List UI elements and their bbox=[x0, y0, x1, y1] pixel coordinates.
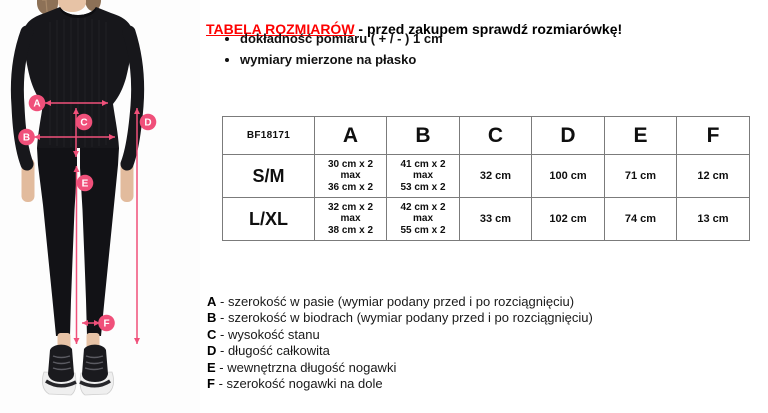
marker-c-label: C bbox=[80, 117, 88, 129]
table-cell: 13 cm bbox=[677, 198, 750, 241]
col-header-b: B bbox=[387, 117, 460, 155]
col-header-d: D bbox=[532, 117, 605, 155]
note-item: • wymiary mierzone na płasko bbox=[240, 51, 443, 68]
table-row bbox=[223, 198, 750, 241]
note-item: • dokładność pomiaru ( + / - ) 1 cm bbox=[240, 30, 443, 47]
measurement-notes bbox=[224, 30, 443, 72]
legend-item: F - szerokość nogawki na dole bbox=[207, 376, 383, 392]
table-header-row bbox=[223, 117, 750, 155]
table-cell: 41 cm x 2 max 53 cm x 2 bbox=[387, 155, 460, 198]
legend-item: D - długość całkowita bbox=[207, 343, 330, 359]
product-code: BF18171 bbox=[223, 117, 315, 155]
table-cell: 30 cm x 2 max 36 cm x 2 bbox=[315, 155, 387, 198]
table-cell: 74 cm bbox=[605, 198, 677, 241]
legend-item: C - wysokość stanu bbox=[207, 326, 320, 342]
col-header-e: E bbox=[605, 117, 677, 155]
marker-d-label: D bbox=[144, 117, 152, 129]
model-photo bbox=[0, 0, 200, 413]
legend-item: A - szerokość w pasie (wymiar podany przed i po rozciągnięciu) bbox=[207, 294, 575, 309]
col-header-c: C bbox=[460, 117, 532, 155]
marker-e-label: E bbox=[81, 178, 89, 190]
table-cell: 71 cm bbox=[605, 155, 677, 198]
measurement-legend bbox=[207, 294, 593, 392]
table-cell: 100 cm bbox=[532, 155, 605, 198]
col-header-f: F bbox=[677, 117, 750, 155]
legend-item: B - szerokość w biodrach (wymiar podany przed i po rozciągnięciu) bbox=[207, 310, 593, 326]
size-label: S/M bbox=[223, 155, 315, 198]
marker-b-label: B bbox=[22, 132, 31, 144]
table-row bbox=[223, 155, 750, 198]
table-cell: 42 cm x 2 max 55 cm x 2 bbox=[387, 198, 460, 241]
page-title-highlight: TABELA ROZMIARÓW bbox=[206, 21, 355, 37]
marker-f-label: F bbox=[103, 318, 110, 330]
table-cell: 32 cm bbox=[460, 155, 532, 198]
table-cell: 33 cm bbox=[460, 198, 532, 241]
model-leggings bbox=[37, 148, 119, 336]
table-cell: 12 cm bbox=[677, 155, 750, 198]
table-cell: 102 cm bbox=[532, 198, 605, 241]
model-figure-illustration bbox=[0, 0, 200, 413]
col-header-a: A bbox=[315, 117, 387, 155]
size-table bbox=[222, 116, 750, 241]
page-title-rest: - przed zakupem sprawdź rozmiarówkę! bbox=[354, 21, 623, 37]
model-sneakers bbox=[42, 345, 113, 395]
legend-item: E - wewnętrzna długość nogawki bbox=[207, 359, 397, 375]
size-label: L/XL bbox=[223, 198, 315, 241]
table-cell: 32 cm x 2 max 38 cm x 2 bbox=[315, 198, 387, 241]
marker-a-label: A bbox=[33, 98, 41, 110]
